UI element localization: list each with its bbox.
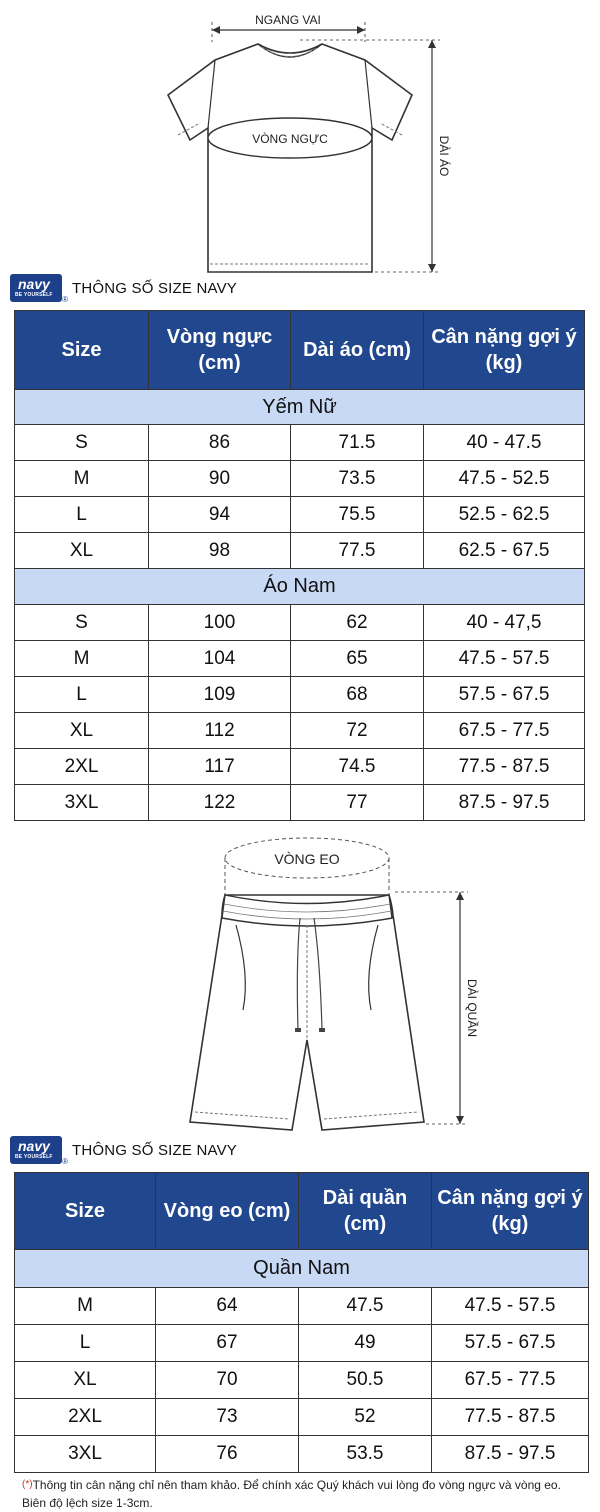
header-chest: Vòng ngực (cm) [149,311,291,390]
footnote-line-1: Thông tin cân nặng chỉ nên tham khảo. Để chính xác Quý khách vui lòng đo vòng ngực và vòng eo. [32,1478,561,1492]
shoulder-label: NGANG VAI [255,13,321,27]
navy-logo: navy BE YOURSELF ® [10,1136,62,1164]
group-row: Quần Nam [15,1250,589,1288]
chest-label: VÒNG NGỰC [252,132,328,146]
shirt-length-label: DÀI ÁO [437,135,451,177]
group-row: Áo Nam [15,569,585,605]
tshirt-diagram [0,0,600,280]
table-row: XL 112 72 67.5 - 77.5 [15,713,585,749]
header-size: Size [15,1173,156,1250]
table-row: 3XL 76 53.5 87.5 - 97.5 [15,1436,589,1473]
header-weight: Cân nặng gợi ý (kg) [424,311,585,390]
table-row: XL 70 50.5 67.5 - 77.5 [15,1362,589,1399]
table-header-row [15,1173,589,1250]
header-weight: Cân nặng gợi ý (kg) [432,1173,589,1250]
table-row: M 104 65 47.5 - 57.5 [15,641,585,677]
table-row: M 64 47.5 47.5 - 57.5 [15,1288,589,1325]
header-waist: Vòng eo (cm) [156,1173,299,1250]
table-row: S 100 62 40 - 47,5 [15,605,585,641]
waist-label: VÒNG EO [274,851,340,867]
footnote-line-2: Biên độ lệch size 1-3cm. [22,1496,153,1510]
table-row: L 67 49 57.5 - 67.5 [15,1325,589,1362]
table-row: 2XL 117 74.5 77.5 - 87.5 [15,749,585,785]
shirt-size-table [14,310,585,821]
header-size: Size [15,311,149,390]
shorts-length-label: DÀI QUẦN [465,978,479,1038]
table-row: L 94 75.5 52.5 - 62.5 [15,497,585,533]
shorts-diagram [0,828,600,1138]
brand-title: THÔNG SỐ SIZE NAVY [72,279,238,297]
brand-header-shirt [10,274,237,302]
header-length: Dài áo (cm) [291,311,424,390]
table-header-row [15,311,585,390]
table-row: S 86 71.5 40 - 47.5 [15,425,585,461]
table-row: M 90 73.5 47.5 - 52.5 [15,461,585,497]
footnote [22,1476,561,1512]
table-row: L 109 68 57.5 - 67.5 [15,677,585,713]
shorts-size-table [14,1172,589,1473]
table-row: 3XL 122 77 87.5 - 97.5 [15,785,585,821]
table-row: XL 98 77.5 62.5 - 67.5 [15,533,585,569]
table-row: 2XL 73 52 77.5 - 87.5 [15,1399,589,1436]
brand-header-shorts [10,1136,237,1164]
header-length: Dài quần (cm) [299,1173,432,1250]
group-row: Yếm Nữ [15,390,585,425]
footnote-mark: (*) [22,1479,33,1490]
brand-title: THÔNG SỐ SIZE NAVY [72,1141,238,1159]
navy-logo: navy BE YOURSELF ® [10,274,62,302]
